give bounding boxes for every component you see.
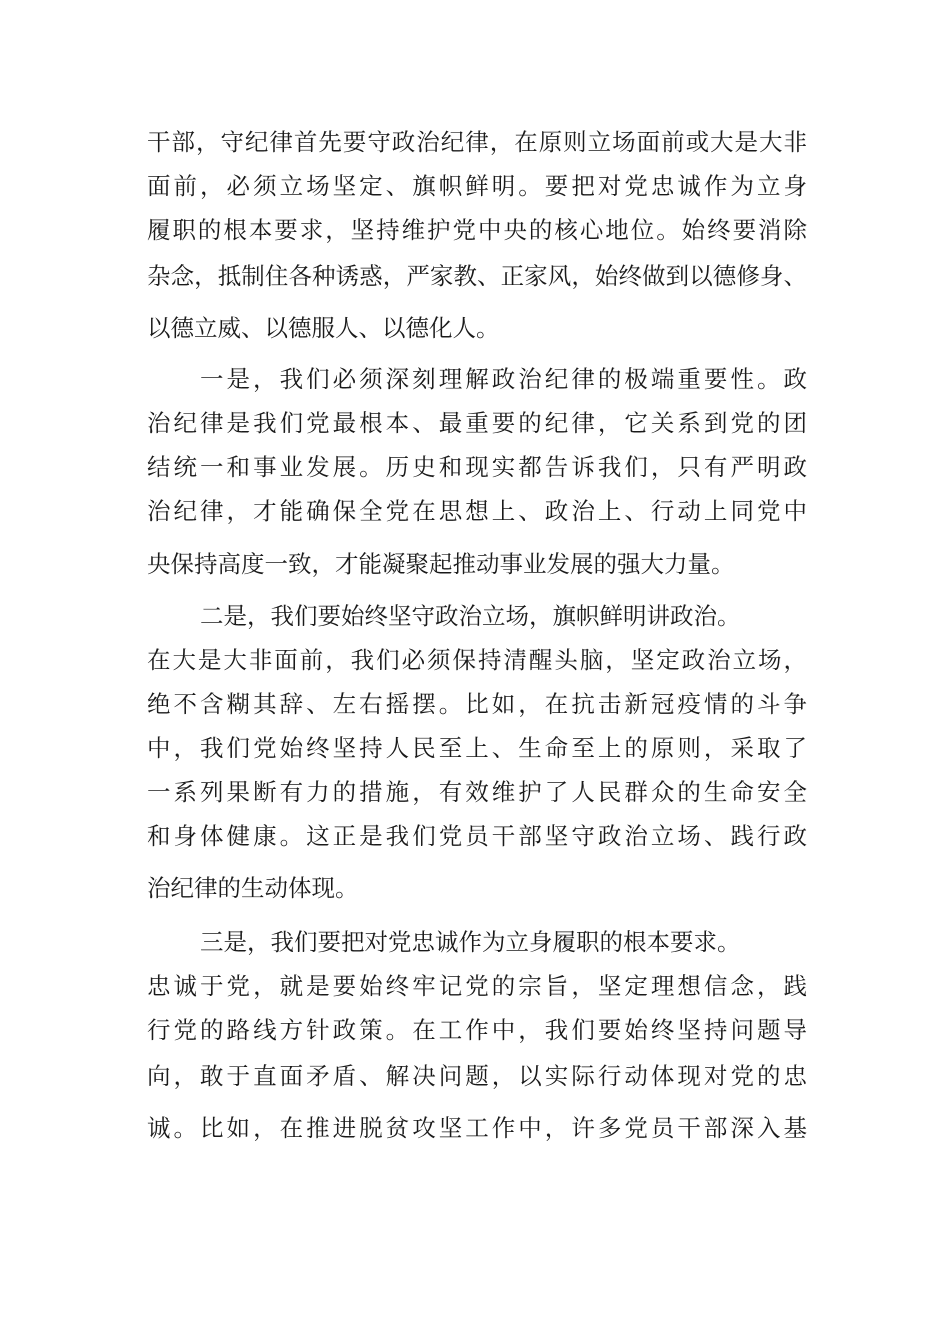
text-line: 和身体健康。这正是我们党员干部坚守政治立场、践行政 (147, 822, 807, 850)
text-line: 绝不含糊其辞、左右摇摆。比如，在抗击新冠疫情的斗争 (147, 690, 807, 718)
text-line: 杂念，抵制住各种诱惑，严家教、正家风，始终做到以德修身、 (147, 262, 807, 290)
text-line: 治纪律是我们党最根本、最重要的纪律，它关系到党的团 (147, 409, 807, 437)
text-line: 治纪律的生动体现。 (147, 874, 359, 902)
text-line: 一系列果断有力的措施，有效维护了人民群众的生命安全 (147, 778, 807, 806)
text-line: 面前，必须立场坚定、旗帜鲜明。要把对党忠诚作为立身 (147, 172, 807, 200)
paragraph-heading-1: 一是，我们必须深刻理解政治纪律的极端重要性。政 (200, 365, 807, 393)
text-line: 央保持高度一致，才能凝聚起推动事业发展的强大力量。 (147, 550, 735, 578)
text-line: 中，我们党始终坚持人民至上、生命至上的原则，采取了 (147, 734, 807, 762)
paragraph-heading-3: 三是，我们要把对党忠诚作为立身履职的根本要求。 (200, 928, 741, 956)
text-line: 履职的根本要求，坚持维护党中央的核心地位。始终要消除 (147, 216, 807, 244)
text-line: 行党的路线方针政策。在工作中，我们要始终坚持问题导 (147, 1016, 807, 1044)
text-line: 干部，守纪律首先要守政治纪律，在原则立场面前或大是大非 (147, 128, 807, 156)
text-line: 治纪律，才能确保全党在思想上、政治上、行动上同党中 (147, 497, 807, 525)
text-line: 诚。比如，在推进脱贫攻坚工作中，许多党员干部深入基 (147, 1114, 807, 1142)
text-line: 以德立威、以德服人、以德化人。 (147, 314, 500, 342)
text-line: 结统一和事业发展。历史和现实都告诉我们，只有严明政 (147, 453, 807, 481)
text-line: 向，敢于直面矛盾、解决问题，以实际行动体现对党的忠 (147, 1062, 807, 1090)
text-line: 忠诚于党，就是要始终牢记党的宗旨，坚定理想信念，践 (147, 972, 807, 1000)
text-line: 在大是大非面前，我们必须保持清醒头脑，坚定政治立场， (147, 646, 807, 674)
paragraph-heading-2: 二是，我们要始终坚守政治立场，旗帜鲜明讲政治。 (200, 602, 741, 630)
